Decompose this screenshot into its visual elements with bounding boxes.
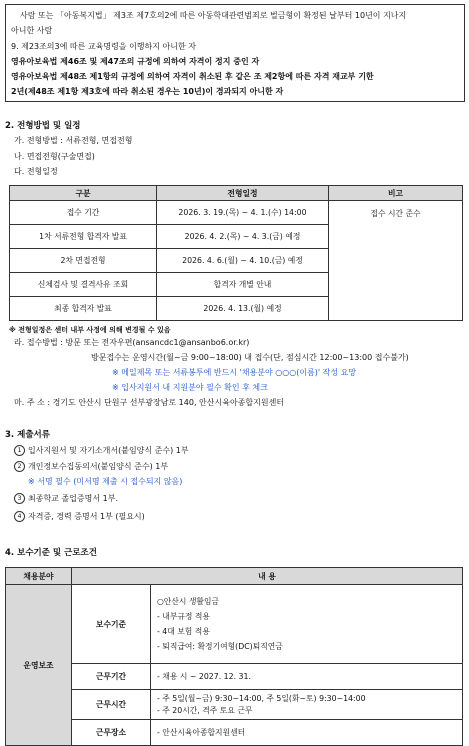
schedule-label: 다. 전형일정 bbox=[14, 167, 58, 176]
section4-title: 4. 보수기준 및 근로조건 bbox=[5, 548, 97, 558]
visit-receipt-hours: 방문접수는 운영시간(월~금 9:00~18:00) 내 접수(단, 점심시간 12:00~13:00 접수불가) bbox=[91, 353, 409, 362]
col-header-content: 내 용 bbox=[72, 568, 463, 585]
col-header-type: 구분 bbox=[10, 186, 157, 201]
pay-conditions-table bbox=[5, 567, 463, 746]
row-label: 접수 기간 bbox=[10, 201, 157, 225]
col-header-note: 비고 bbox=[329, 186, 463, 201]
work-period-label: 근무기간 bbox=[72, 664, 151, 690]
row-label: 1차 서류전형 합격자 발표 bbox=[10, 225, 157, 249]
col-header-field: 채용분야 bbox=[6, 568, 72, 585]
email-note-text: ※ 메일제목 또는 서류봉투에 반드시 '채용분야 ○○○(이름)' 작성 요망 bbox=[112, 368, 357, 377]
interview-line: 나. 면접전형(구술면접) bbox=[14, 152, 95, 161]
method-line: 가. 전형방법 : 서류전형, 면접전형 bbox=[14, 136, 133, 145]
apply-check-note: ※ 입사지원서 내 지원분야 필수 확인 후 체크 bbox=[112, 383, 268, 392]
pay-basis-label: 보수기준 bbox=[72, 585, 151, 664]
row-schedule: 2026. 4. 6.(월) ~ 4. 10.(금) 예정 bbox=[157, 249, 329, 273]
work-hours-content bbox=[151, 690, 463, 720]
place-line: - 안산시육아종합지원센터 bbox=[157, 728, 246, 737]
doc-item-text: 자격증, 경력 증명서 1부 (필요시) bbox=[28, 512, 145, 521]
box-line-1: 사람 또는 「아동복지법」 제3조 제7호의2에 따른 아동학대관련범죄로 벌금형이 확정된 날부터 10년이 지나지 bbox=[20, 11, 407, 20]
period-line: - 채용 시 ~ 2027. 12. 31. bbox=[157, 672, 251, 681]
box-line-3: 9. 제23조의3에 따른 교육명령을 이행하지 아니한 자 bbox=[11, 42, 196, 51]
doc-item-3 bbox=[14, 493, 118, 504]
doc-item-text: 개인정보수집동의서(붙임양식 준수) 1부 bbox=[28, 462, 169, 471]
row-label: 신체검사 및 결격사유 조회 bbox=[10, 273, 157, 297]
schedule-footnote: ※ 전형일정은 센터 내부 사정에 의해 변경될 수 있음 bbox=[9, 326, 171, 334]
field-cell: 운영보조 bbox=[6, 585, 72, 746]
row-label: 2차 면접전형 bbox=[10, 249, 157, 273]
address-line: 마. 주 소 : 경기도 안산시 단원구 선부광장남로 140, 안산시육아종합지원센터 bbox=[14, 398, 285, 407]
work-place-label: 근무장소 bbox=[72, 720, 151, 746]
pay-line: - 퇴직급여: 확정기여형(DC)퇴직연금 bbox=[157, 642, 283, 651]
pay-basis-content bbox=[151, 585, 463, 664]
disqualification-box bbox=[5, 4, 465, 102]
doc-item-2 bbox=[14, 461, 168, 472]
row-schedule: 2026. 4. 2.(목) ~ 4. 3.(금) 예정 bbox=[157, 225, 329, 249]
box-line-4: 영유아보육법 제46조 및 제47조의 규정에 의하여 자격이 정지 중인 자 bbox=[11, 57, 260, 66]
circled-number-1: 1 bbox=[14, 445, 25, 456]
email-subject-note bbox=[112, 368, 356, 378]
box-line-2: 아니한 사람 bbox=[11, 26, 53, 35]
work-hours-label: 근무시간 bbox=[72, 690, 151, 720]
pay-line: ○안산시 생활임금 bbox=[157, 597, 220, 606]
circled-number-2: 2 bbox=[14, 461, 25, 472]
hours-line: - 주 5일(월~금) 9:30~14:00, 주 5일(화~토) 9:30~14:00 bbox=[157, 693, 366, 703]
row-schedule: 합격자 개별 안내 bbox=[157, 273, 329, 297]
section3-title: 3. 제출서류 bbox=[5, 430, 50, 440]
row-schedule: 2026. 3. 19.(목) ~ 4. 1.(수) 14:00 bbox=[157, 201, 329, 225]
col-header-schedule: 전형일정 bbox=[157, 186, 329, 201]
work-period-content bbox=[151, 664, 463, 690]
signature-note: ※ 서명 필수 (미서명 제출 시 접수되지 않음) bbox=[28, 477, 183, 486]
schedule-table bbox=[9, 185, 463, 321]
doc-item-text: 최종학교 졸업증명서 1부. bbox=[28, 494, 118, 503]
note-cell: 접수 시간 준수 bbox=[329, 201, 463, 321]
doc-item-1 bbox=[14, 445, 189, 456]
circled-number-4: 4 bbox=[14, 511, 25, 522]
receipt-method: 라. 접수방법 : 방문 또는 전자우편(ansancdc1@ansanbo6.or.kr) bbox=[14, 338, 250, 347]
doc-item-4 bbox=[14, 511, 145, 522]
doc-item-text: 입사지원서 및 자기소개서(붙임양식 준수) 1부 bbox=[28, 446, 189, 455]
circled-number-3: 3 bbox=[14, 493, 25, 504]
section2-title: 2. 전형방법 및 일정 bbox=[5, 121, 81, 131]
pay-line: - 4대 보험 적용 bbox=[157, 627, 210, 636]
hours-line: - 주 20시간, 격주 토요 근무 bbox=[157, 705, 253, 715]
row-label: 최종 합격자 발표 bbox=[10, 297, 157, 321]
pay-line: - 내부규정 적용 bbox=[157, 612, 210, 621]
box-line-6: 2년(제48조 제1항 제3호에 따라 취소된 경우는 10년)이 경과되지 아니한 자 bbox=[11, 87, 284, 96]
row-schedule: 2026. 4. 13.(월) 예정 bbox=[157, 297, 329, 321]
box-line-5: 영유아보육법 제48조 제1항의 규정에 의하여 자격이 취소된 후 같은 조 제2항에 따른 자격 재교부 기한 bbox=[11, 72, 374, 81]
